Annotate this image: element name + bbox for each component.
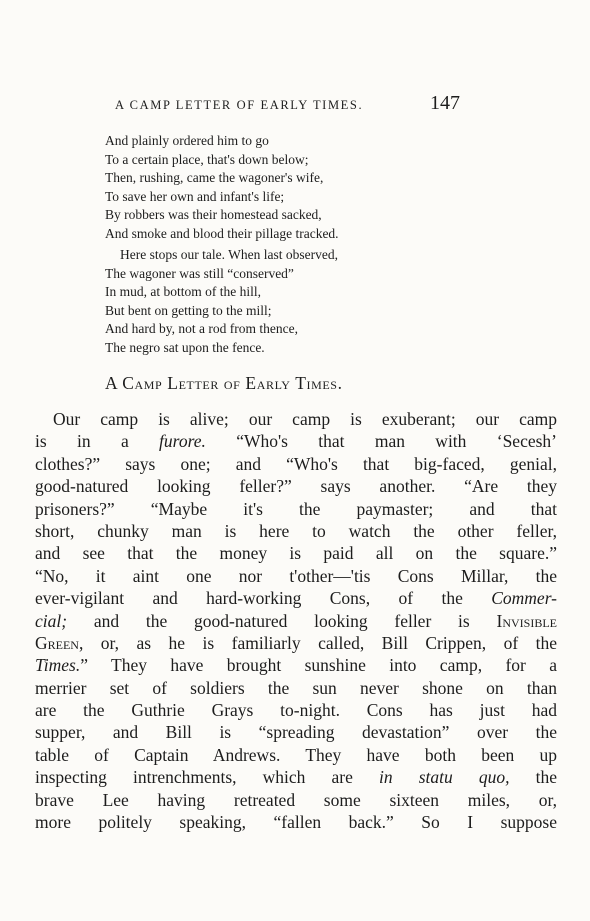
prose-text: and the good-natured looking feller is (67, 610, 497, 631)
prose-text-italic: cial; (35, 610, 68, 631)
prose-text-italic: Commer- (491, 588, 557, 609)
prose-text-italic: in statu quo, (379, 767, 510, 788)
prose-line (35, 587, 557, 609)
prose-line (35, 430, 557, 452)
prose-line (35, 654, 557, 676)
poem-line: Then, rushing, came the wagoner's wife, (105, 170, 324, 186)
letter-body (35, 408, 557, 833)
poem-line: Here stops our tale. When last observed, (120, 247, 338, 262)
prose-line: merrier set of soldiers the sun never shone on than (35, 677, 557, 698)
prose-line: are the Guthrie Grays to-night. Cons has just had (35, 700, 557, 721)
prose-line (35, 766, 557, 788)
prose-line: good-natured looking feller?” says another. “Are they (35, 476, 557, 497)
poem-stanza-1 (105, 132, 339, 244)
prose-line: clothes?” says one; and “Who's that big-faced, genial, (35, 453, 557, 474)
prose-line (35, 610, 557, 632)
poem-line: In mud, at bottom of the hill, (105, 284, 261, 300)
poem-line: But bent on getting to the mill; (105, 302, 272, 318)
poem-stanza-2 (105, 246, 338, 358)
poem-line: To save her own and infant's life; (105, 188, 285, 204)
poem-line: The negro sat upon the fence. (105, 339, 265, 355)
prose-text: ever-vigilant and hard-working Cons, of the (35, 588, 492, 609)
prose-line: short, chunky man is here to watch the other feller, (35, 520, 557, 541)
poem-line: By robbers was their homestead sacked, (105, 207, 322, 223)
prose-line: brave Lee having retreated some sixteen miles, or, (35, 789, 557, 810)
prose-line: prisoners?” “Maybe it's the paymaster; and that (35, 498, 557, 519)
prose-line: “No, it aint one nor t'other—'tis Cons Millar, the (35, 565, 557, 586)
poem-line: And smoke and blood their pillage tracked. (105, 225, 339, 241)
section-title: A Camp Letter of Early Times. (105, 373, 343, 393)
prose-text: is in a (35, 431, 160, 452)
poem-line: And hard by, not a rod from thence, (105, 321, 298, 337)
prose-line: and see that the money is paid all on the square.” (35, 543, 557, 564)
prose-line (35, 632, 557, 654)
prose-text-italic: Times. (35, 655, 81, 676)
prose-line: supper, and Bill is “spreading devastation” over the (35, 722, 557, 743)
poem-line: And plainly ordered him to go (105, 133, 269, 148)
poem-line: The wagoner was still “conserved” (105, 265, 294, 281)
prose-text-italic: furore. (159, 431, 206, 452)
prose-text: , or, as he is familiarly called, Bill Crippen, of the (78, 632, 557, 653)
prose-text: the (509, 767, 557, 788)
prose-text-smallcaps: Invisible (496, 610, 557, 631)
prose-text-smallcaps: Green (35, 632, 79, 653)
prose-text: “Who's that man with ‘Secesh’ (205, 431, 557, 452)
running-head: A CAMP LETTER OF EARLY TIMES. (115, 98, 364, 112)
prose-line: Our camp is alive; our camp is exuberant; our camp (53, 409, 557, 429)
prose-line: table of Captain Andrews. They have both been up (35, 744, 557, 765)
prose-text: ” They have brought sunshine into camp, for a (80, 655, 557, 676)
prose-line: more politely speaking, “fallen back.” So I suppose (35, 812, 557, 833)
poem-line: To a certain place, that's down below; (105, 151, 309, 167)
prose-text: inspecting intrenchments, which are (35, 767, 380, 788)
page-number: 147 (430, 92, 460, 114)
